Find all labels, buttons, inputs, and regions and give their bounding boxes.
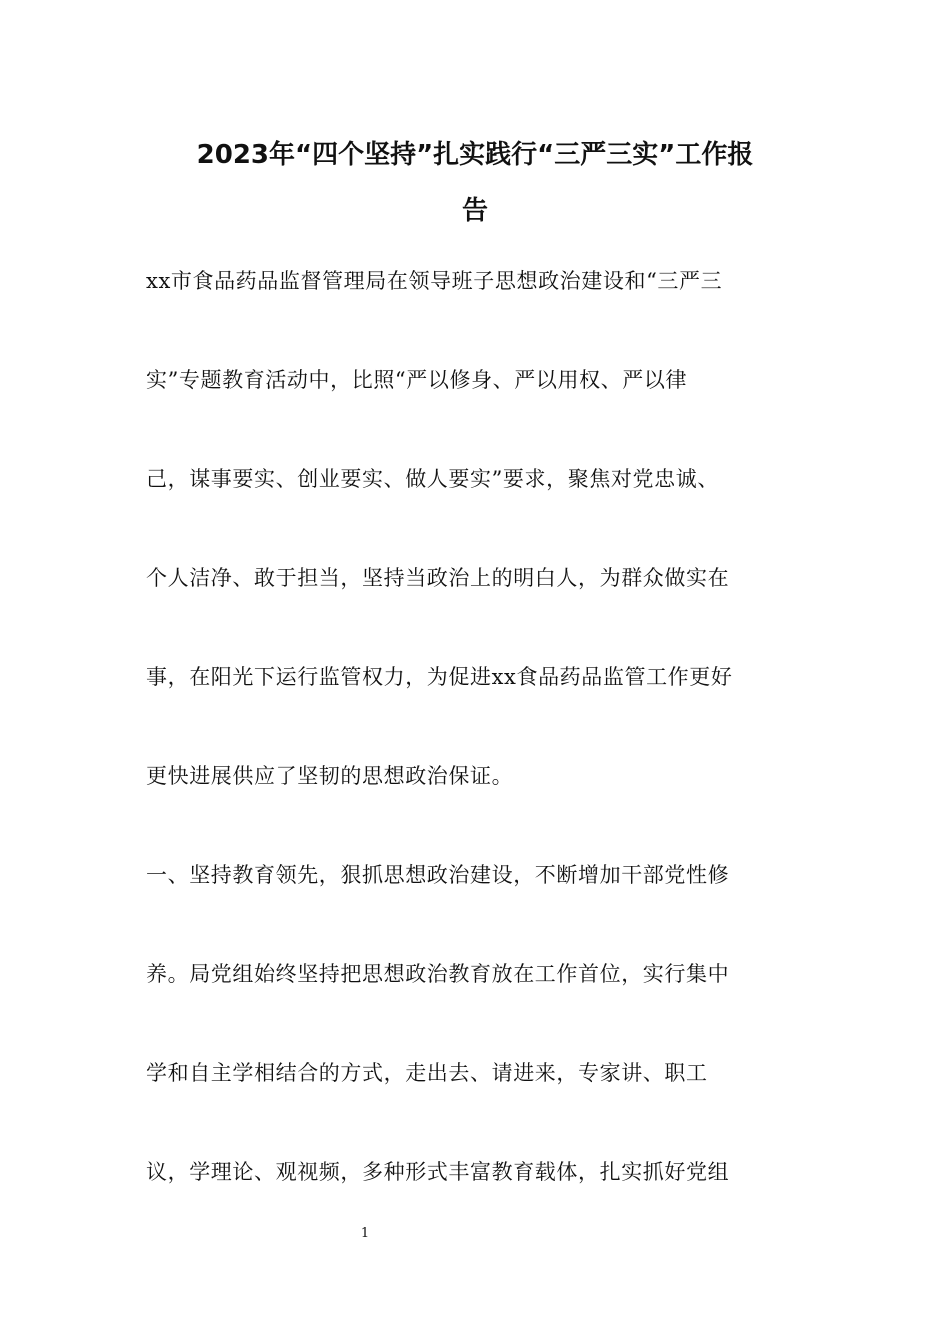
body-text-line: 更快进展供应了坚韧的思想政治保证。 xyxy=(146,764,514,788)
body-text-line: 学和自主学相结合的方式，走出去、请进来，专家讲、职工 xyxy=(146,1061,708,1085)
body-text-line: 养。局党组始终坚持把思想政治教育放在工作首位，实行集中 xyxy=(146,962,730,986)
page-number: 1 xyxy=(360,1226,370,1241)
body-text-line: 实”专题教育活动中，比照“严以修身、严以用权、严以律 xyxy=(146,368,688,392)
document-title-line-1: 2023年“四个坚持”扎实践行“三严三实”工作报 xyxy=(196,140,754,170)
section-heading-line: 一、坚持教育领先，狠抓思想政治建设，不断增加干部党性修 xyxy=(146,863,730,887)
body-text-line: 个人洁净、敢于担当，坚持当政治上的明白人，为群众做实在 xyxy=(146,566,730,590)
body-text-line: 事，在阳光下运行监管权力，为促进xx食品药品监管工作更好 xyxy=(146,665,733,689)
body-text-line: 己，谋事要实、创业要实、做人要实”要求，聚焦对党忠诚、 xyxy=(146,467,719,491)
body-text-line: 议，学理论、观视频，多种形式丰富教育载体，扎实抓好党组 xyxy=(146,1160,730,1184)
document-title-line-2: 告 xyxy=(461,196,488,226)
body-text-line: xx市食品药品监督管理局在领导班子思想政治建设和“三严三 xyxy=(146,269,723,293)
